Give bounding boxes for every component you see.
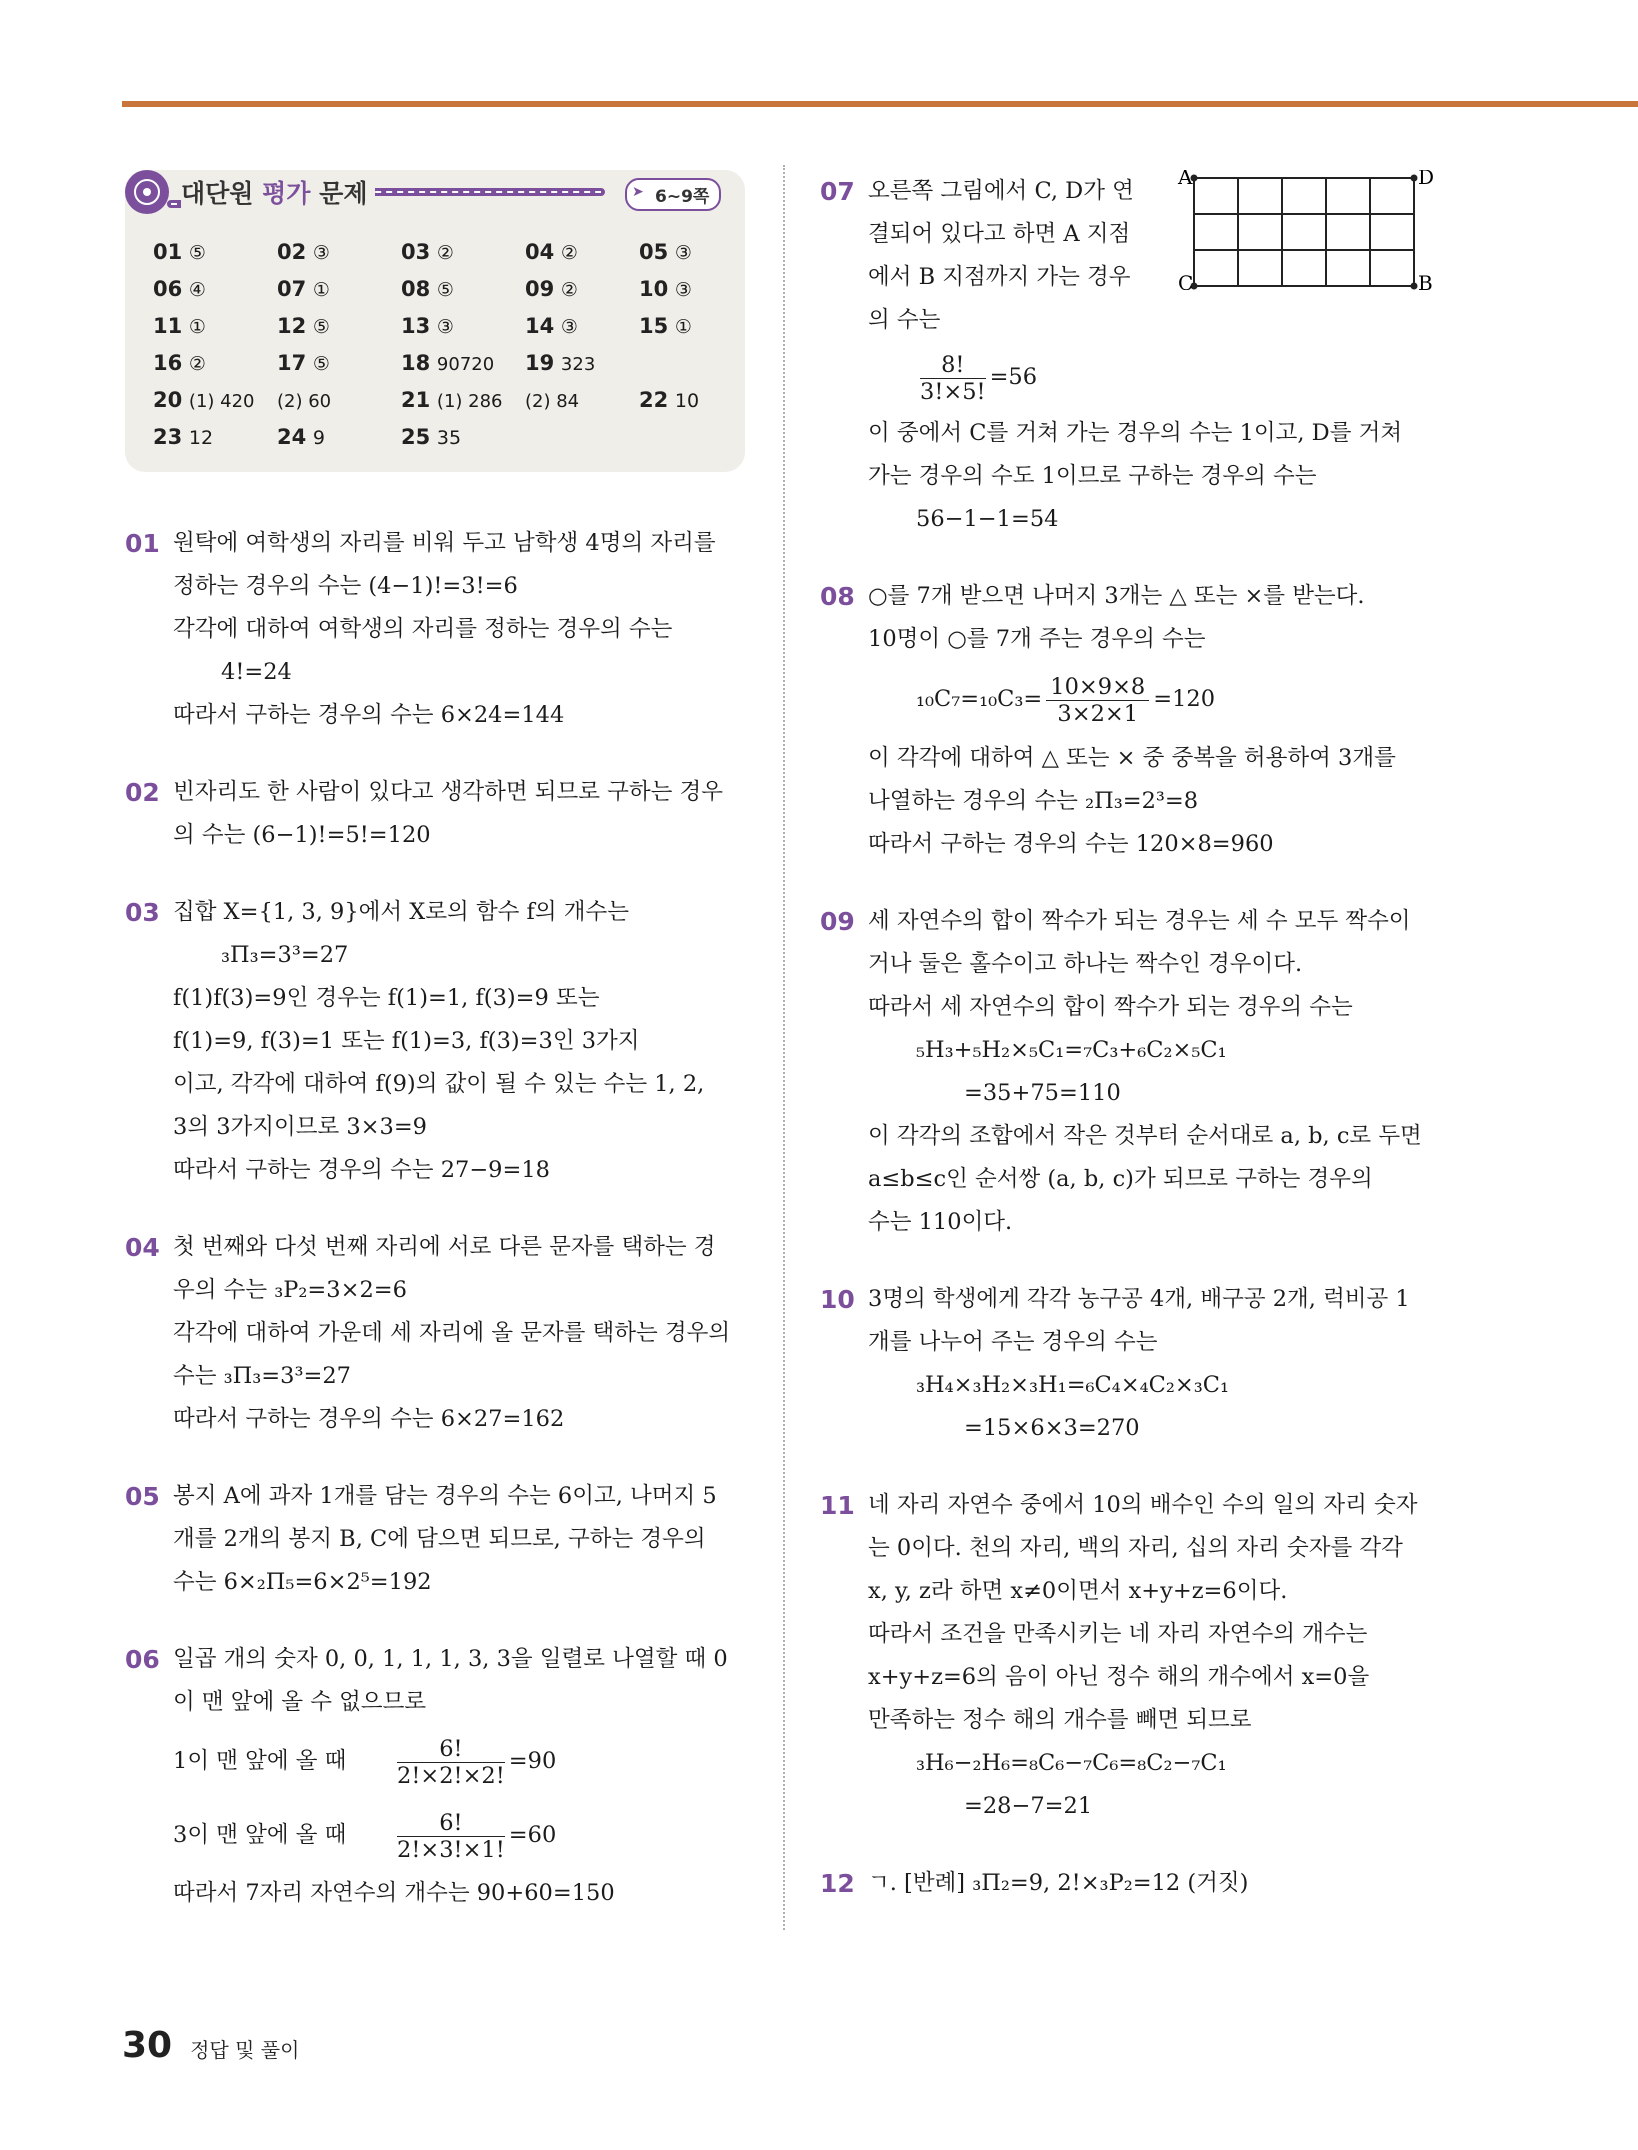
answer-number: 22 (639, 388, 669, 412)
answer-number: 05 (639, 240, 669, 264)
numerator: 10×9×8 (1046, 674, 1149, 701)
answer-value: (2) 84 (525, 391, 580, 412)
answer-item (277, 240, 330, 264)
right-column (820, 170, 1445, 1939)
problem-number: 05 (125, 1482, 160, 1511)
answer-value: (2) 60 (277, 391, 332, 412)
answer-item (639, 240, 692, 264)
solution-line: 56−1−1=54 (916, 506, 1059, 532)
answer-number: 23 (153, 425, 183, 449)
problem-05 (125, 1475, 745, 1604)
solution-line: ₃H₆−₂H₆=₈C₆−₇C₆=₈C₂−₇C₁ (916, 1750, 1227, 1776)
solution-line: f(1)=9, f(3)=1 또는 f(1)=3, f(3)=3인 3가지 (173, 1028, 640, 1054)
denominator: 3!×5! (920, 378, 986, 405)
label-d: D (1418, 170, 1435, 189)
problem-03 (125, 891, 745, 1192)
answer-item (639, 277, 692, 301)
solution-line: 수는 6×₂Π₅=6×2⁵=192 (173, 1569, 432, 1595)
answer-item (153, 277, 206, 301)
problem-11 (820, 1484, 1445, 1828)
solution-line: =15×6×3=270 (964, 1415, 1140, 1441)
answer-number: 15 (639, 314, 669, 338)
answer-value: ② (560, 242, 578, 264)
answer-value: ① (188, 316, 206, 338)
solution-line: 에서 B 지점까지 가는 경우 (868, 264, 1131, 290)
solution-line: 수는 ₃Π₃=3³=27 (173, 1363, 351, 1389)
solution-line: 빈자리도 한 사람이 있다고 생각하면 되므로 구하는 경우 (173, 779, 723, 805)
solution-line: 일곱 개의 숫자 0, 0, 1, 1, 1, 3, 3을 일렬로 나열할 때 0 (173, 1646, 728, 1672)
answer-box-title: 대단원 평가 문제 (181, 174, 375, 210)
grid-lines (1194, 178, 1414, 286)
answer-value: ② (436, 242, 454, 264)
problem-08 (820, 575, 1445, 866)
denominator: 2!×3!×1! (397, 1836, 505, 1863)
solution-line: 따라서 구하는 경우의 수는 6×24=144 (173, 702, 565, 728)
result: =120 (1153, 686, 1216, 712)
problem-01 (125, 522, 745, 737)
answer-box-header (125, 170, 745, 230)
answer-item (525, 314, 578, 338)
answer-value: (1) 420 (188, 391, 255, 412)
solution-line: 는 0이다. 천의 자리, 백의 자리, 십의 자리 숫자를 각각 (868, 1535, 1403, 1561)
fraction (397, 1810, 505, 1863)
answer-item (525, 351, 595, 375)
answer-item (639, 388, 699, 412)
answer-value: ⑤ (188, 242, 206, 264)
answer-value: ② (560, 279, 578, 301)
answer-value: 9 (312, 427, 326, 449)
solution-line: 이고, 각각에 대하여 f(9)의 값이 될 수 있는 수는 1, 2, (173, 1071, 705, 1097)
problem-number: 12 (820, 1869, 855, 1898)
problem-number: 09 (820, 907, 855, 936)
answer-item (277, 425, 325, 449)
answer-number: 19 (525, 351, 555, 375)
answer-item (153, 425, 213, 449)
label-c: C (1178, 271, 1194, 290)
solution-line: 따라서 구하는 경우의 수는 6×27=162 (173, 1406, 565, 1432)
solution-line: 결되어 있다고 하면 A 지점 (868, 221, 1131, 247)
answer-number: 17 (277, 351, 307, 375)
answer-number: 25 (401, 425, 431, 449)
answer-number: 01 (153, 240, 183, 264)
problem-04 (125, 1226, 745, 1441)
answer-item (153, 388, 255, 412)
solution-line: =35+75=110 (964, 1080, 1121, 1106)
answer-value: 35 (436, 427, 462, 449)
solution-line: 원탁에 여학생의 자리를 비워 두고 남학생 4명의 자리를 (173, 530, 716, 556)
answer-number: 20 (153, 388, 183, 412)
answer-number: 09 (525, 277, 555, 301)
answer-item (277, 314, 330, 338)
solution-line: 개를 나누어 주는 경우의 수는 (868, 1329, 1158, 1355)
answer-value: 90720 (436, 354, 495, 375)
answer-value: ③ (312, 242, 330, 264)
problem-06 (125, 1638, 745, 1915)
solution-line: 이 각각의 조합에서 작은 것부터 순서대로 a, b, c로 두면 (868, 1123, 1422, 1149)
answer-number: 07 (277, 277, 307, 301)
formula: ₁₀C₇=₁₀C₃= (916, 686, 1043, 712)
top-rule (122, 101, 1638, 107)
page-range-badge: ➤ 6~9쪽 (625, 178, 721, 211)
solution-line: 의 수는 (868, 307, 941, 333)
label-b: B (1418, 271, 1433, 290)
solution-line: ○를 7개 받으면 나머지 3개는 △ 또는 ×를 받는다. (868, 583, 1365, 609)
solution-line: 각각에 대하여 가운데 세 자리에 올 문자를 택하는 경우의 (173, 1320, 731, 1346)
answer-number: 18 (401, 351, 431, 375)
answer-value: ① (674, 316, 692, 338)
solution-line: 첫 번째와 다섯 번째 자리에 서로 다른 문자를 택하는 경 (173, 1234, 716, 1260)
solution-line: 거나 둘은 홀수이고 하나는 짝수인 경우이다. (868, 951, 1303, 977)
answer-value: ③ (674, 279, 692, 301)
result: =90 (508, 1748, 557, 1774)
problem-number: 11 (820, 1491, 855, 1520)
answer-number: 21 (401, 388, 431, 412)
solution-line: 수는 110이다. (868, 1209, 1013, 1235)
page-number: 30 (122, 2025, 173, 2066)
solution-line: 나열하는 경우의 수는 ₂Π₃=2³=8 (868, 788, 1199, 814)
solution-line: 3의 3가지이므로 3×3=9 (173, 1114, 427, 1140)
answer-item (153, 351, 206, 375)
problem-02 (125, 771, 745, 857)
solution-line: 4!=24 (221, 659, 292, 685)
solution-line: 이 중에서 C를 거쳐 가는 경우의 수는 1이고, D를 거쳐 (868, 420, 1403, 446)
answer-number: 02 (277, 240, 307, 264)
solution-line: 이 각각에 대하여 △ 또는 × 중 중복을 허용하여 3개를 (868, 745, 1396, 771)
result: =60 (508, 1822, 557, 1848)
solution-line: x, y, z라 하면 x≠0이면서 x+y+z=6이다. (868, 1578, 1288, 1604)
point-b (1411, 283, 1418, 290)
solution-line: 네 자리 자연수 중에서 10의 배수인 수의 일의 자리 숫자 (868, 1492, 1418, 1518)
solution-line: 각각에 대하여 여학생의 자리를 정하는 경우의 수는 (173, 616, 673, 642)
arrow-icon: ➤ (632, 184, 644, 200)
answer-number: 13 (401, 314, 431, 338)
footer-label: 정답 및 풀이 (190, 2038, 300, 2062)
solution-line: ₃Π₃=3³=27 (221, 942, 349, 968)
solution-line: 집합 X={1, 3, 9}에서 X로의 함수 f의 개수는 (173, 899, 629, 925)
label-a: A (1178, 170, 1193, 189)
problem-number: 10 (820, 1285, 855, 1314)
answer-number: 11 (153, 314, 183, 338)
solution-line: 10명이 ○를 7개 주는 경우의 수는 (868, 626, 1206, 652)
answer-item (525, 240, 578, 264)
solution-line: 3명의 학생에게 각각 농구공 4개, 배구공 2개, 럭비공 1 (868, 1286, 1410, 1312)
problem-09 (820, 900, 1445, 1244)
solution-line: 따라서 조건을 만족시키는 네 자리 자연수의 개수는 (868, 1621, 1368, 1647)
answer-value: ⑤ (312, 353, 330, 375)
answer-value: ⑤ (436, 279, 454, 301)
target-icon (125, 170, 169, 214)
answer-value: ④ (188, 279, 206, 301)
solution-line: 따라서 구하는 경우의 수는 27−9=18 (173, 1157, 550, 1183)
solution-line: 봉지 A에 과자 1개를 담는 경우의 수는 6이고, 나머지 5 (173, 1483, 717, 1509)
fraction (920, 352, 986, 405)
answer-value: ⑤ (312, 316, 330, 338)
case-label: 1이 맨 앞에 올 때 (173, 1748, 347, 1774)
solution-line: x+y+z=6의 음이 아닌 정수 해의 개수에서 x=0을 (868, 1664, 1370, 1690)
solution-line: 우의 수는 ₃P₂=3×2=6 (173, 1277, 407, 1303)
case-label: 3이 맨 앞에 올 때 (173, 1822, 347, 1848)
problem-number: 06 (125, 1645, 160, 1674)
numerator: 6! (397, 1736, 505, 1763)
answer-item (525, 277, 578, 301)
solution-line: 정하는 경우의 수는 (4−1)!=3!=6 (173, 573, 518, 599)
solution-line: ₃H₄×₃H₂×₃H₁=₆C₄×₄C₂×₃C₁ (916, 1372, 1230, 1398)
numerator: 6! (397, 1810, 505, 1837)
fraction (397, 1736, 505, 1789)
page-footer (122, 2025, 299, 2066)
solution-line: ㄱ. [반례] ₃Π₂=9, 2!×₃P₂=12 (거짓) (868, 1870, 1249, 1896)
problem-number: 03 (125, 898, 160, 927)
answer-value: ② (188, 353, 206, 375)
answer-item (277, 388, 331, 412)
left-column (125, 170, 745, 1949)
solution-line: 세 자연수의 합이 짝수가 되는 경우는 세 수 모두 짝수이 (868, 908, 1411, 934)
answer-number: 16 (153, 351, 183, 375)
answer-value: (1) 286 (436, 391, 503, 412)
answer-item (401, 240, 454, 264)
solution-line: 오른쪽 그림에서 C, D가 연 (868, 178, 1134, 204)
answer-item (401, 388, 503, 412)
fraction-line (868, 661, 1445, 737)
problem-number: 08 (820, 582, 855, 611)
answer-box (125, 170, 745, 472)
solution-line: 따라서 세 자연수의 합이 짝수가 되는 경우의 수는 (868, 994, 1353, 1020)
problem-12 (820, 1862, 1445, 1905)
answer-value: 10 (674, 390, 700, 412)
fraction (1046, 674, 1149, 727)
answer-item (401, 277, 454, 301)
answer-item (153, 314, 206, 338)
solution-line: =28−7=21 (964, 1793, 1093, 1819)
solution-line: f(1)f(3)=9인 경우는 f(1)=1, f(3)=9 또는 (173, 985, 600, 1011)
solution-line: 가는 경우의 수도 1이므로 구하는 경우의 수는 (868, 463, 1317, 489)
answer-item (525, 388, 579, 412)
column-divider (783, 165, 785, 1930)
solution-line: a≤b≤c인 순서쌍 (a, b, c)가 되므로 구하는 경우의 (868, 1166, 1373, 1192)
problem-number: 01 (125, 529, 160, 558)
problem-number: 04 (125, 1233, 160, 1262)
solution-line: 이 맨 앞에 올 수 없으므로 (173, 1689, 427, 1715)
denominator: 2!×2!×2! (397, 1762, 505, 1789)
answer-number: 04 (525, 240, 555, 264)
denominator: 3×2×1 (1057, 700, 1139, 727)
fraction-line (173, 1798, 745, 1872)
answer-number: 06 (153, 277, 183, 301)
answer-number: 03 (401, 240, 431, 264)
problem-10 (820, 1278, 1445, 1450)
answer-value: ③ (436, 316, 454, 338)
solution-line: 의 수는 (6−1)!=5!=120 (173, 822, 431, 848)
answer-value: ① (312, 279, 330, 301)
answer-number: 24 (277, 425, 307, 449)
answer-item (401, 351, 494, 375)
numerator: 8! (920, 352, 986, 379)
answer-value: 12 (188, 427, 214, 449)
solution-line: 따라서 구하는 경우의 수는 120×8=960 (868, 831, 1274, 857)
answer-value: ③ (560, 316, 578, 338)
answer-item (277, 351, 330, 375)
answer-item (401, 314, 454, 338)
solution-line: ₅H₃+₅H₂×₅C₁=₇C₃+₆C₂×₅C₁ (916, 1037, 1227, 1063)
answer-value: 323 (560, 354, 596, 375)
problem-number: 02 (125, 778, 160, 807)
answer-value: ③ (674, 242, 692, 264)
answer-item (401, 425, 461, 449)
solution-line: 만족하는 정수 해의 개수를 빼면 되므로 (868, 1707, 1252, 1733)
answer-number: 10 (639, 277, 669, 301)
fraction-line (173, 1724, 745, 1798)
point-d (1411, 175, 1418, 182)
result: =56 (989, 364, 1038, 390)
fraction-line (868, 342, 1445, 412)
answer-item (639, 314, 692, 338)
answer-number: 14 (525, 314, 555, 338)
answer-item (153, 240, 206, 264)
answer-item (277, 277, 330, 301)
grid-figure (1150, 170, 1440, 290)
problem-number: 07 (820, 177, 855, 206)
answer-number: 12 (277, 314, 307, 338)
solution-line: 따라서 7자리 자연수의 개수는 90+60=150 (173, 1880, 615, 1906)
solution-line: 개를 2개의 봉지 B, C에 담으면 되므로, 구하는 경우의 (173, 1526, 706, 1552)
answer-number: 08 (401, 277, 431, 301)
